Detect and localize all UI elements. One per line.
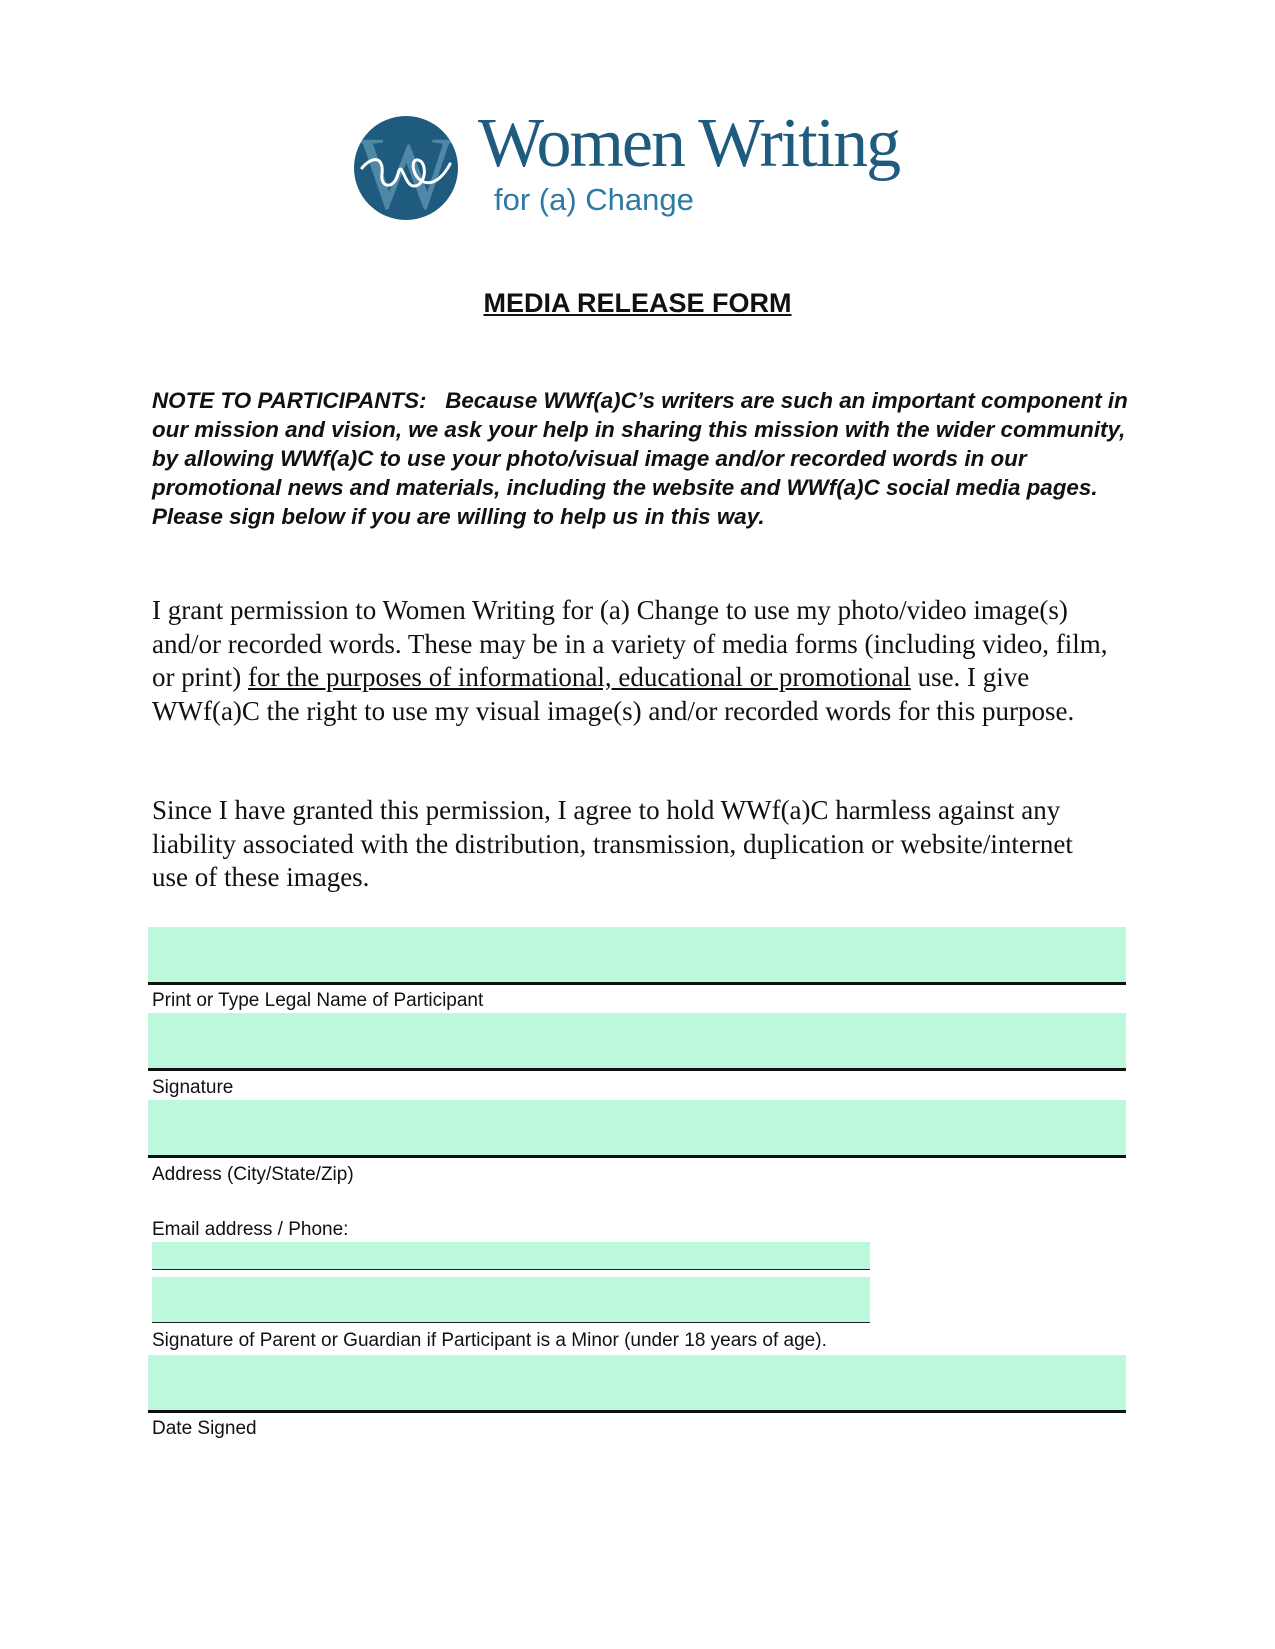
date-signed-field[interactable] (148, 1355, 1126, 1413)
date-signed-label: Date Signed (152, 1418, 257, 1439)
guardian-signature-label: Signature of Parent or Guardian if Participant is a Minor (under 18 years of age). (152, 1330, 827, 1351)
signature-field[interactable] (148, 1013, 1126, 1071)
participant-name-label: Print or Type Legal Name of Participant (152, 990, 484, 1011)
permission-paragraph (152, 594, 1112, 728)
address-label: Address (City/State/Zip) (152, 1164, 354, 1185)
participant-name-field[interactable] (148, 927, 1126, 985)
wwfac-logo (354, 105, 914, 222)
address-field[interactable] (148, 1100, 1126, 1158)
logo-subtitle: for (a) Change (494, 182, 694, 217)
liability-paragraph: Since I have granted this permission, I agree to hold WWf(a)C harmless against any liability associated with the distribution, transmission, duplication or website/internet use of these images. (152, 795, 1073, 892)
signature-label: Signature (152, 1077, 234, 1098)
permission-text-after: use. I give WWf(a)C the right to use my visual image(s) and/or recorded words for this purpose. (152, 662, 1075, 726)
email-phone-label: Email address / Phone: (152, 1219, 349, 1240)
logo-w-icon (354, 116, 458, 220)
note-text: Because WWf(a)C’s writers are such an important component in our mission and vision, we ask your help in sharing this mission with the wider community, by allowing WWf(a)C to use your photo/visual image and/or recorded words in our promotional news and materials, including the website and WWf(a)C social media pages. Please sign below if you are willing to help us in this way. (152, 388, 1128, 529)
note-lead: NOTE TO PARTICIPANTS: (152, 388, 427, 413)
permission-underlined-purpose: for the purposes of informational, educational or promotional (247, 662, 911, 692)
svg-text:W: W (356, 116, 456, 220)
permission-text-before: I grant permission to Women Writing for (a) Change to use my photo/video image(s) and/or recorded words. These may be in a variety of media forms (including video, film, or print) (152, 595, 1108, 692)
email-phone-field[interactable] (152, 1242, 870, 1270)
logo-title: Women Writing (478, 105, 900, 182)
note-to-participants (152, 386, 1132, 531)
guardian-signature-field[interactable] (152, 1277, 870, 1323)
form-title: MEDIA RELEASE FORM (483, 288, 792, 318)
